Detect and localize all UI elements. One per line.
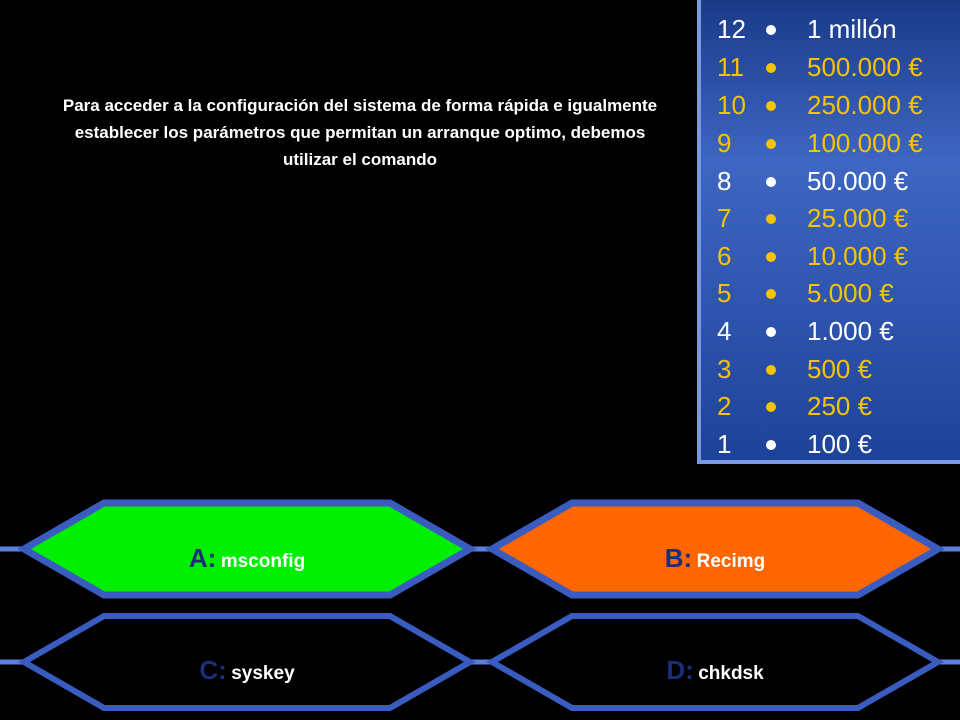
ladder-prize: 250 € <box>807 391 873 421</box>
ladder-level: 11 <box>717 52 744 82</box>
ladder-prize: 100.000 € <box>807 128 923 158</box>
ladder-prize: 500.000 € <box>807 52 923 82</box>
ladder-prize: 1.000 € <box>807 316 894 346</box>
ladder-prize: 500 € <box>807 354 873 384</box>
answer-c-label[interactable] <box>104 650 390 690</box>
answer-c-letter: C: <box>199 655 227 685</box>
ladder-level: 5 <box>717 278 732 308</box>
ladder-prize: 5.000 € <box>807 278 894 308</box>
question-text: Para acceder a la configuración del sistema de forma rápida e igualmente establecer los parámetros que permitan un arranque optimo, debemos utilizar el comando <box>62 96 658 169</box>
answer-a-label[interactable] <box>104 538 390 578</box>
answer-a-text: msconfig <box>220 551 306 572</box>
answer-a-letter: A: <box>188 543 217 573</box>
ladder-prize: 10.000 € <box>807 241 909 271</box>
answer-d-text: chkdsk <box>698 663 764 684</box>
answer-d-label[interactable] <box>572 650 858 690</box>
answer-b-text: Recimg <box>696 551 766 572</box>
ladder-level: 8 <box>717 166 732 196</box>
ladder-level: 12 <box>717 14 746 44</box>
answer-b-letter: B: <box>664 543 693 573</box>
answer-d-letter: D: <box>666 655 694 685</box>
ladder-prize: 50.000 € <box>807 166 909 196</box>
ladder-prize: 25.000 € <box>807 203 909 233</box>
ladder-level: 1 <box>717 429 732 459</box>
ladder-level: 4 <box>717 316 732 346</box>
ladder-level: 3 <box>717 354 732 384</box>
ladder-prize: 100 € <box>807 429 873 459</box>
ladder-prize: 250.000 € <box>807 90 923 120</box>
ladder-prize: 1 millón <box>807 14 897 44</box>
ladder-level: 6 <box>717 241 732 271</box>
answer-c-text: syskey <box>231 663 295 684</box>
ladder-level: 7 <box>717 203 732 233</box>
ladder-level: 10 <box>717 90 746 120</box>
ladder-level: 2 <box>717 391 732 421</box>
answer-b-label[interactable] <box>572 538 858 578</box>
ladder-level: 9 <box>717 128 732 158</box>
